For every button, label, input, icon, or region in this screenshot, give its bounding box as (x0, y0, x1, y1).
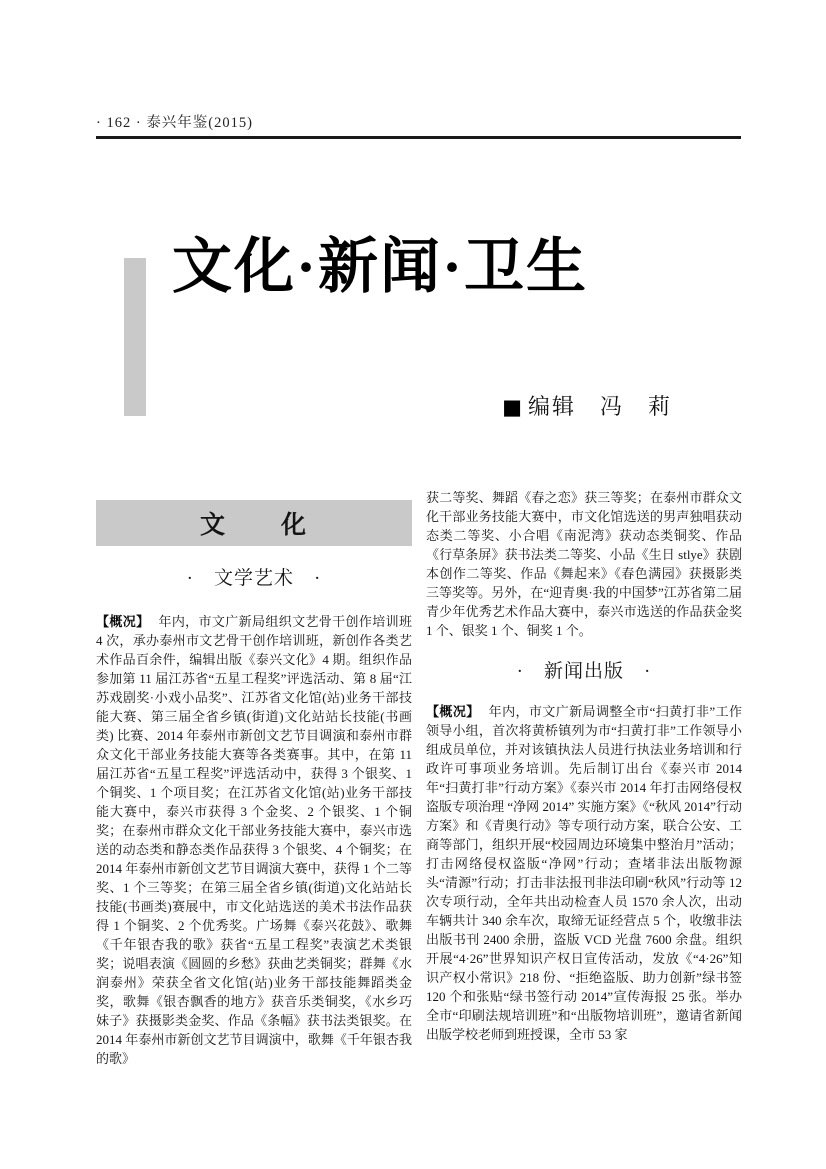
overview-paragraph-culture (96, 612, 412, 1068)
overview-paragraph-news (426, 702, 742, 1044)
editor-credit (502, 390, 672, 421)
subsection-title-literature-art: · 文学艺术 · (186, 568, 322, 589)
editor-credit-text: 编辑 冯 莉 (527, 394, 672, 419)
running-head: · 162 · 泰兴年鉴(2015) (96, 115, 253, 131)
overview-text: 年内，市文广新局组织文艺骨干创作培训班 4 次，承办泰州市文艺骨干创作培训班，新创作各类艺术作品百余件，编辑出版《泰兴文化》4 期。组织作品参加第 11 届江苏省“五星工程奖”评选活动、第 8 届“江苏戏剧奖·小戏小品奖”、江苏省文化馆(站)业务干部技能大赛、第三届全省乡镇(街道)文化站站长技能(书画类) 比赛、2014 年泰州市新创文艺节目调演和泰州市群众文化干部业务技能大赛等各类赛事。其中，在第 11 届江苏省“五星工程奖”评选活动中，获得 3 个银奖、1 个铜奖、1 个项目奖；在江苏省文化馆(站)业务干部技能大赛中，泰兴市获得 3 个金奖、2 个银奖、1 个铜奖；在泰州市群众文化干部业务技能大赛中，泰兴市选送的动态类和静态类作品获得 3 个银奖、4 个铜奖；在 2014 年泰州市新创文艺节目调演大赛中，获得 1 个二等奖、1 个三等奖；在第三届全省乡镇(街道)文化站站长技能(书画类)赛展中，市文化站选送的美术书法作品获得 1 个铜奖、2 个优秀奖。广场舞《泰兴花鼓》、歌舞《千年银杏我的歌》获省“五星工程奖”表演艺术类银奖；说唱表演《圆圆的乡愁》获曲艺类铜奖；群舞《水润泰州》荣获全省文化馆(站)业务干部技能舞蹈类金奖，歌舞《银杏飘香的地方》获音乐类铜奖，《水乡巧妹子》获摄影类金奖、作品《条幅》获书法类银奖。在 2014 年泰州市新创文艺节目调演中，歌舞《千年银杏我的歌》 (96, 614, 412, 1066)
overview-label: 【概况】 (426, 704, 480, 719)
continuation-text: 获二等奖、舞蹈《春之恋》获三等奖；在泰州市群众文化干部业务技能大赛中，市文化馆选送的男声独唱获动态类二等奖、小合唱《南泥湾》获动态类铜奖、作品《行草条屏》获书法类二等奖、小品《生日 stlye》获剧本创作二等奖、作品《舞起来》《春色满园》获摄影类三等奖等。另外，在“迎青奥·我的中国梦”江苏省第二届青少年优秀艺术作品大赛中，泰兴市选送的作品获金奖 1 个、银奖 1 个、铜奖 1 个。 (426, 490, 742, 638)
continuation-paragraph (426, 488, 742, 640)
subsection-title-news-publishing: · 新闻出版 · (516, 661, 652, 682)
overview-text: 年内，市文广新局调整全市“扫黄打非”工作领导小组，首次将黄桥镇列为市“扫黄打非”工作领导小组成员单位，并对该镇执法人员进行执法业务培训和行政许可事项业务培训。先后制订出台《泰兴市 2014 年“扫黄打非”行动方案》《泰兴市 2014 年打击网络侵权盗版专项治理 “净网 2014” 实施方案》《“秋风 2014”行动方案》和《青奥行动》等专项行动方案，联合公安、工商等部门，组织开展“校园周边环境集中整治月”活动；打击网络侵权盗版“净网”行动；查堵非法出版物源头“清源”行动；打击非法报刊非法印刷“秋风”行动等 12 次专项行动，全年共出动检查人员 1570 余人次，出动车辆共计 340 余车次，取缔无证经营点 5 个，收缴非法出版书刊 2400 余册，盗版 VCD 光盘 7600 余盘。组织开展“4·26”世界知识产权日宣传活动，发放《“4·26”知识产权小常识》218 份、“拒绝盗版、助力创新”绿书签 120 个和张贴“绿书签行动 2014”宣传海报 25 张。举办全市“印刷法规培训班”和“出版物培训班”，邀请省新闻出版学校老师到班授课，全市 53 家 (426, 704, 742, 1042)
section-header-culture: 文 化 (96, 500, 412, 546)
right-column (426, 488, 742, 1068)
left-column (96, 488, 412, 1068)
header-rule (96, 136, 741, 139)
overview-label: 【概况】 (96, 614, 150, 629)
two-column-content (96, 488, 742, 1068)
chapter-title: 文化·新闻·卫生 (172, 234, 589, 300)
chapter-title-accent-bar (124, 258, 146, 416)
square-bullet-icon: ■ (502, 395, 524, 419)
